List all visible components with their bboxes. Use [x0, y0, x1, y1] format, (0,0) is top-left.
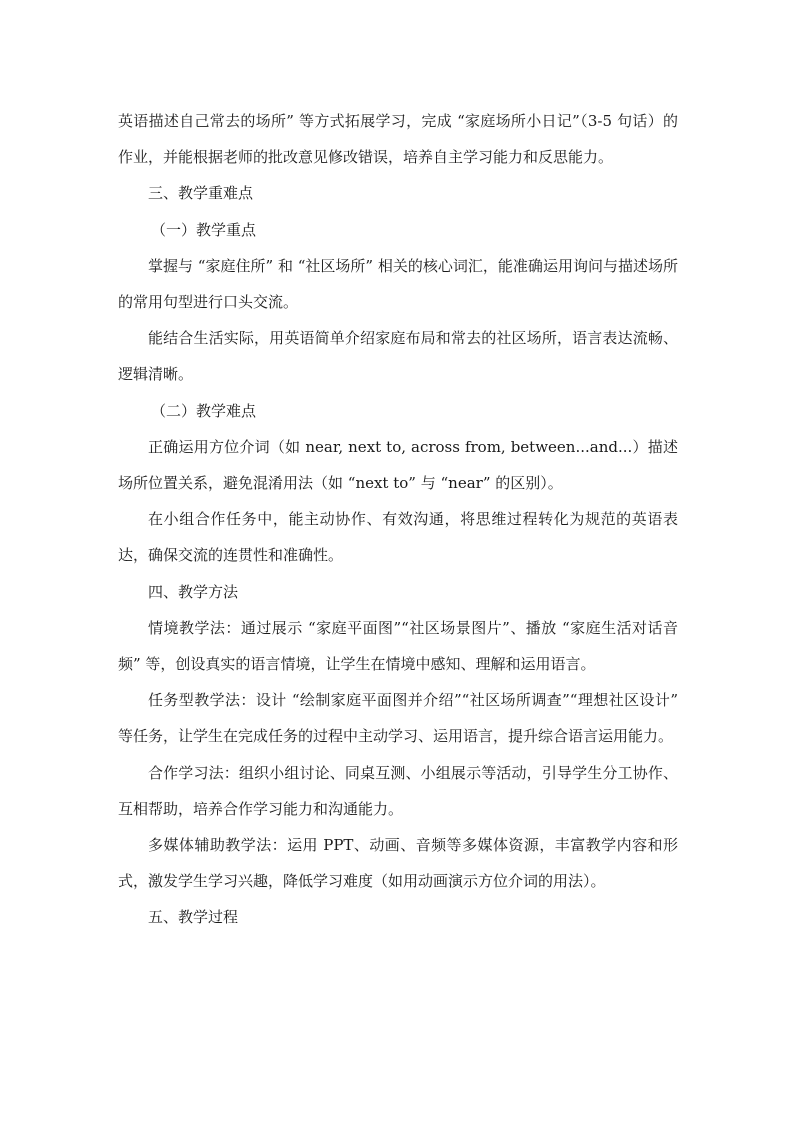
document-body	[118, 103, 678, 936]
paragraph-key-point-introduction: 能结合生活实际，用英语简单介绍家庭布局和常去的社区场所，语言表达流畅、逻辑清晰。	[118, 329, 678, 384]
paragraph-method-cooperative: 合作学习法：组织小组讨论、同桌互测、小组展示等活动，引导学生分工协作、互相帮助，培养合作学习能力和沟通能力。	[118, 763, 678, 818]
paragraph-method-situational: 情境教学法：通过展示 “家庭平面图”“社区场景图片”、播放 “家庭生活对话音频” 等，创设真实的语言情境，让学生在情境中感知、理解和运用语言。	[118, 618, 678, 674]
paragraph-method-task-based: 任务型教学法：设计 “绘制家庭平面图并介绍”“社区场所调查”“理想社区设计” 等任务，让学生在完成任务的过程中主动学习、运用语言，提升综合语言运用能力。	[118, 691, 678, 746]
paragraph-method-multimedia: 多媒体辅助教学法：运用 PPT、动画、音频等多媒体资源，丰富教学内容和形式，激发学生学习兴趣，降低学习难度（如用动画演示方位介词的用法）。	[118, 836, 678, 891]
section-heading-teaching-process: 五、教学过程	[148, 908, 239, 927]
paragraph-homework-continuation: 英语描述自己常去的场所” 等方式拓展学习，完成 “家庭场所小日记”（3-5 句话）的作业，并能根据老师的批改意见修改错误，培养自主学习能力和反思能力。	[118, 112, 678, 167]
paragraph-difficult-point-cooperation: 在小组合作任务中，能主动协作、有效沟通，将思维过程转化为规范的英语表达，确保交流的连贯性和准确性。	[118, 510, 678, 565]
paragraph-key-point-vocabulary: 掌握与 “家庭住所” 和 “社区场所” 相关的核心词汇，能准确运用询问与描述场所的常用句型进行口头交流。	[118, 256, 678, 312]
paragraph-difficult-point-prepositions: 正确运用方位介词（如 near, next to, across from, between...and...）描述场所位置关系，避免混淆用法（如 “next to” 与 “near” 的区别）。	[118, 437, 678, 493]
section-heading-key-difficult-points: 三、教学重难点	[148, 184, 254, 203]
subsection-heading-key-points: （一）教学重点	[151, 220, 257, 239]
subsection-heading-difficult-points: （二）教学难点	[151, 401, 257, 420]
section-heading-teaching-methods: 四、教学方法	[148, 582, 239, 601]
